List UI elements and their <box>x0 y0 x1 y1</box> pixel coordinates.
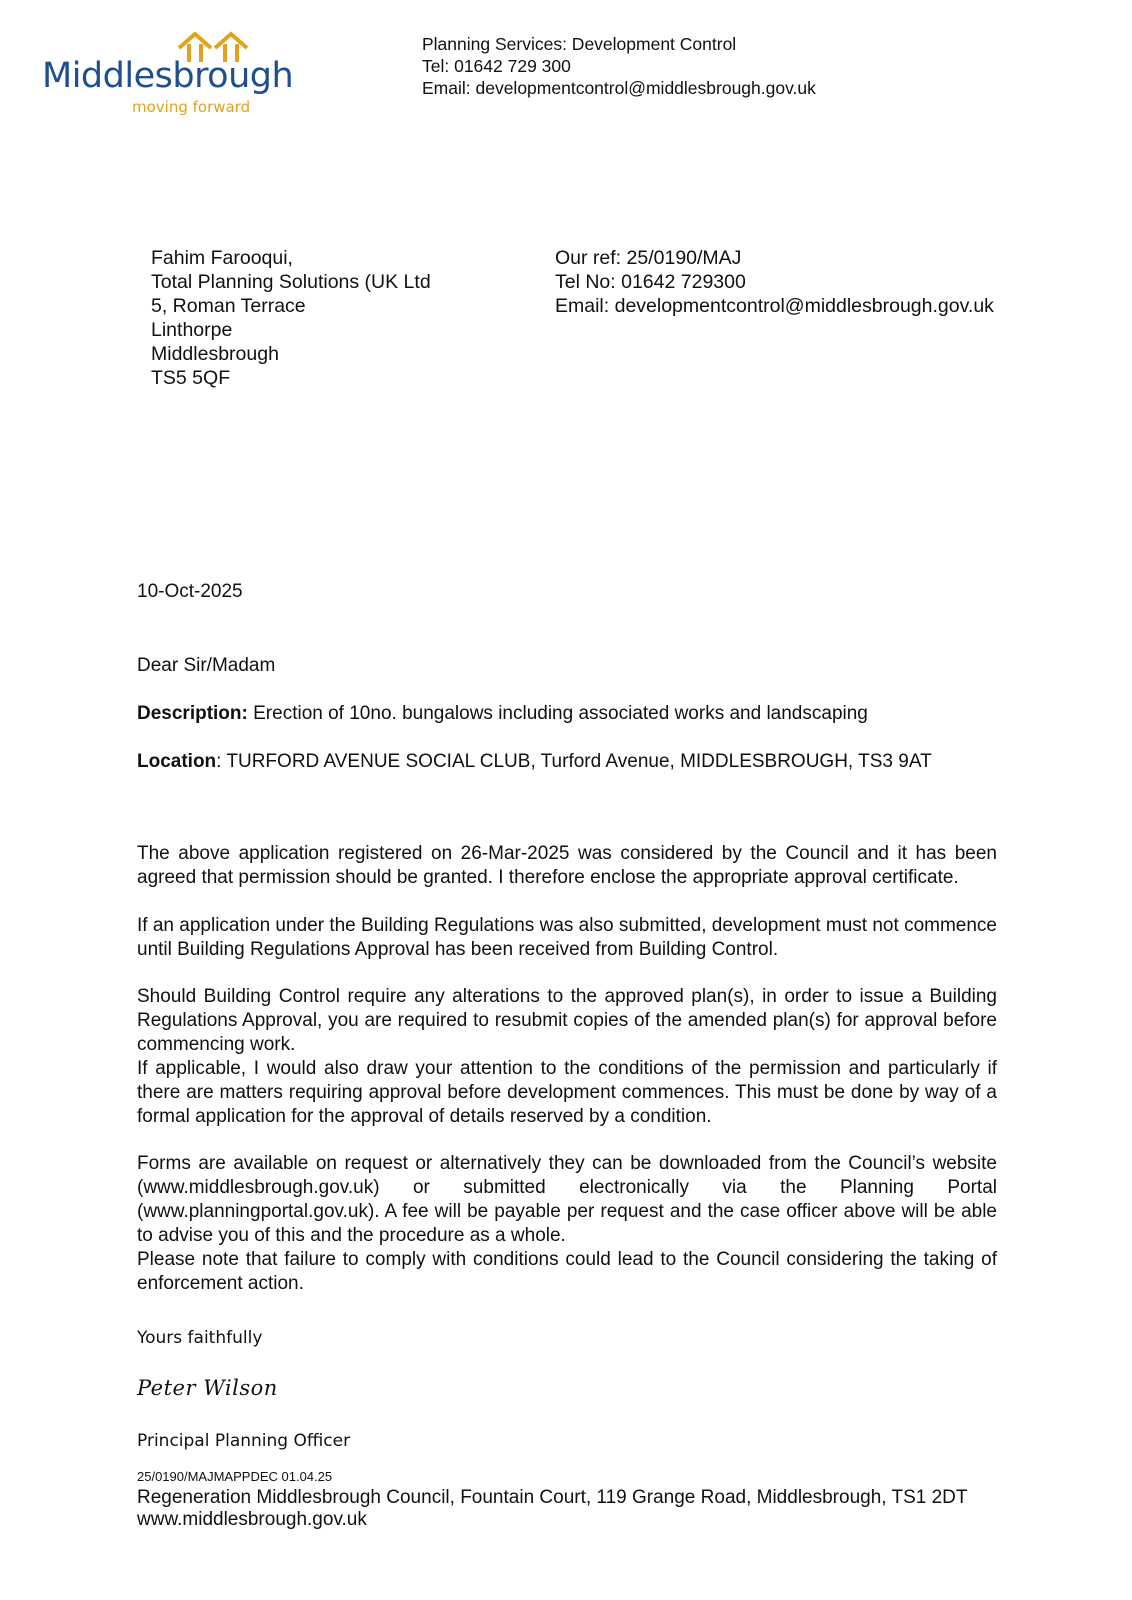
recipient-address <box>151 246 431 390</box>
description-line <box>137 702 997 726</box>
description-label: Description: <box>137 703 248 724</box>
address-line: TS5 5QF <box>151 367 231 389</box>
department-tel: Tel: 01642 729 300 <box>422 56 571 76</box>
location-text: : TURFORD AVENUE SOCIAL CLUB, Turford Avenue, MIDDLESBROUGH, TS3 9AT <box>216 751 932 772</box>
closing: Yours faithfully <box>137 1328 263 1348</box>
address-line: Total Planning Solutions (UK Ltd <box>151 271 431 293</box>
council-logo <box>40 30 300 120</box>
letter-paragraph: If an application under the Building Regulations was also submitted, development must not commence until Building Regulations Approval has been received from Building Control. <box>137 915 997 960</box>
logo-wordmark: Middlesbrough <box>42 56 294 96</box>
department-name: Planning Services: Development Control <box>422 34 737 54</box>
letter-paragraph: Please note that failure to comply with conditions could lead to the Council considering the taking of enforcement action. <box>137 1249 997 1294</box>
letter-paragraph: The above application registered on 26-Mar-2025 was considered by the Council and it has been agreed that permission should be granted. I therefore enclose the appropriate approval certificate. <box>137 843 997 888</box>
reference-tel: Tel No: 01642 729300 <box>555 271 746 293</box>
reference-block <box>555 246 994 318</box>
footer-website[interactable]: www.middlesbrough.gov.uk <box>137 1509 367 1530</box>
signatory-title: Principal Planning Officer <box>137 1431 351 1451</box>
address-line: Fahim Farooqui, <box>151 247 293 269</box>
footer-address: Regeneration Middlesbrough Council, Fountain Court, 119 Grange Road, Middlesbrough, TS1 2DT <box>137 1487 968 1508</box>
location-label: Location <box>137 751 217 772</box>
letter-date: 10-Oct-2025 <box>137 581 243 602</box>
letter-paragraph: Should Building Control require any alterations to the approved plan(s), in order to issue a Building Regulations Approval, you are required to resubmit copies of the amended plan(s) for approval before commencing work. <box>137 986 997 1055</box>
our-reference: Our ref: 25/0190/MAJ <box>555 247 742 269</box>
footer <box>137 1487 968 1531</box>
letter-paragraph: Forms are available on request or alternatively they can be downloaded from the Council’s website (www.middlesbrough.gov.uk) or submitted electronically via the Planning Portal (www.planningportal.gov.uk). A fee will be payable per request and the case officer above will be able to advise you of this and the procedure as a whole. <box>137 1153 997 1246</box>
location-line <box>137 750 987 774</box>
salutation: Dear Sir/Madam <box>137 655 276 676</box>
address-line: 5, Roman Terrace <box>151 295 306 317</box>
department-header <box>422 33 816 99</box>
letter-paragraph: If applicable, I would also draw your attention to the conditions of the permission and particularly if there are matters requiring approval before development commences. This must be done by way of a formal application for the approval of details reserved by a condition. <box>137 1058 997 1127</box>
signature: Peter Wilson <box>137 1376 278 1400</box>
address-line: Middlesbrough <box>151 343 279 365</box>
document-reference: 25/0190/MAJMAPPDEC 01.04.25 <box>137 1469 333 1484</box>
reference-email[interactable]: Email: developmentcontrol@middlesbrough.gov.uk <box>555 295 994 317</box>
department-email[interactable]: Email: developmentcontrol@middlesbrough.gov.uk <box>422 78 816 98</box>
address-line: Linthorpe <box>151 319 233 341</box>
description-text: Erection of 10no. bungalows including associated works and landscaping <box>247 703 868 724</box>
logo-tagline: moving forward <box>132 98 251 116</box>
